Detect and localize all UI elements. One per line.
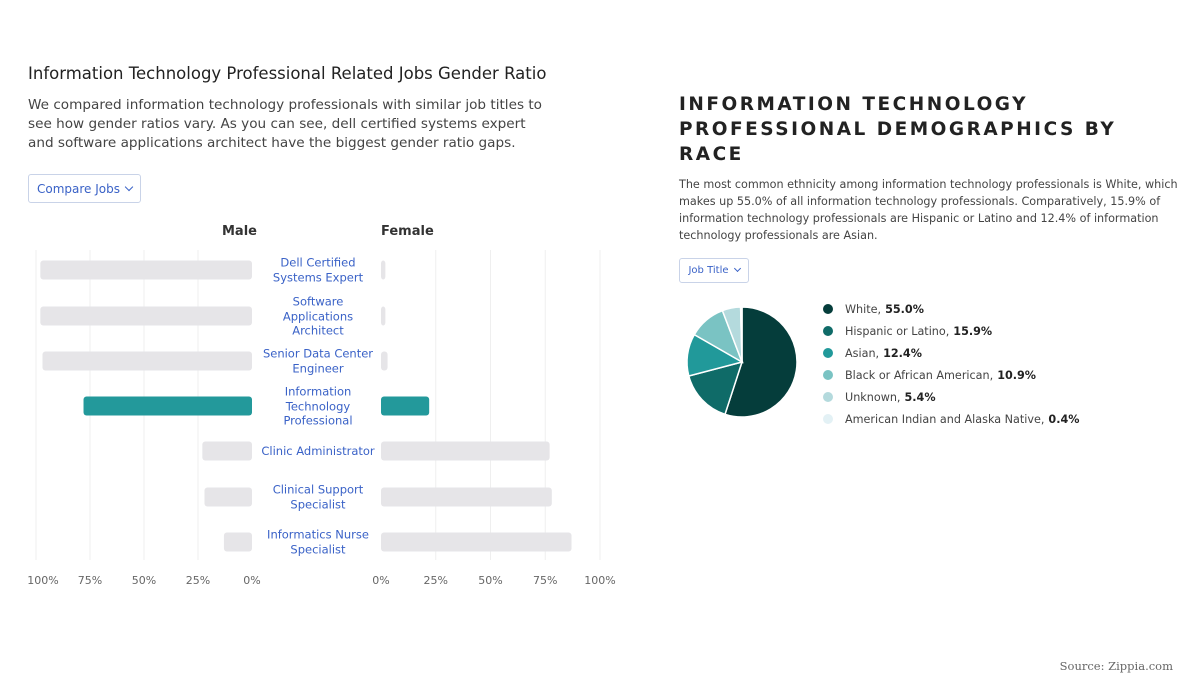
legend-value: 12.4% — [883, 346, 922, 360]
legend-item — [823, 408, 1079, 430]
legend-swatch — [823, 414, 833, 424]
male-bar — [84, 397, 252, 416]
female-tick-label: 0% — [372, 574, 390, 587]
compare-jobs-button[interactable] — [28, 174, 141, 203]
female-bar — [381, 352, 388, 371]
legend-label: Asian, — [845, 346, 880, 360]
legend-value: 15.9% — [953, 324, 993, 338]
gender-chart-title: Information Technology Professional Related Jobs Gender Ratio — [28, 64, 547, 83]
male-bar — [204, 488, 252, 507]
female-bar — [381, 261, 385, 280]
job-title-button[interactable] — [679, 258, 749, 283]
female-bar — [381, 488, 552, 507]
compare-jobs-label: Compare Jobs — [37, 181, 120, 196]
female-tick-label: 25% — [423, 574, 448, 587]
legend-label: Unknown, — [845, 390, 901, 404]
legend-value: 5.4% — [904, 390, 936, 404]
male-tick-label: 25% — [185, 574, 211, 587]
male-bar — [40, 307, 252, 326]
job-link[interactable]: Software Applications Architect — [256, 294, 380, 338]
female-column-header: Female — [381, 224, 434, 239]
legend-swatch — [823, 304, 833, 314]
job-link[interactable]: Information Technology Professional — [256, 384, 380, 428]
job-title-label: Job Title — [688, 265, 729, 276]
legend-item — [823, 342, 1079, 364]
legend-swatch — [823, 370, 833, 380]
male-column-header: Male — [222, 224, 257, 239]
legend-value: 55.0% — [885, 302, 924, 316]
legend-swatch — [823, 348, 833, 358]
legend-item — [823, 386, 1079, 408]
male-tick-label: 0% — [243, 574, 261, 587]
legend-label: White, — [845, 302, 882, 316]
legend-item — [823, 298, 1079, 320]
female-tick-label: 50% — [478, 574, 503, 587]
female-bar — [381, 442, 550, 461]
gender-chart-description: We compared information technology professionals with similar job titles to see how gender ratios vary. As you can see, dell certified systems expert and software applications architect have the biggest gender ratio gaps. — [28, 97, 542, 151]
legend-swatch — [823, 326, 833, 336]
legend-label: Hispanic or Latino, — [845, 324, 950, 338]
race-legend — [823, 298, 1079, 430]
legend-label: American Indian and Alaska Native, — [845, 412, 1045, 426]
race-chart-title: INFORMATION TECHNOLOGY PROFESSIONAL DEMOGRAPHICS BY RACE — [679, 94, 1117, 165]
job-link[interactable]: Senior Data Center Engineer — [256, 347, 380, 376]
legend-label: Black or African American, — [845, 368, 994, 382]
legend-item — [823, 320, 1079, 342]
male-bar — [40, 261, 252, 280]
male-tick-label: 100% — [27, 574, 59, 587]
female-bar — [381, 397, 429, 416]
legend-item — [823, 364, 1079, 386]
job-link[interactable]: Clinic Administrator — [256, 444, 380, 459]
source-credit: Source: Zippia.com — [1059, 659, 1173, 673]
female-bar — [381, 533, 572, 552]
job-link[interactable]: Dell Certified Systems Expert — [256, 256, 380, 285]
male-bar — [42, 352, 252, 371]
legend-value: 0.4% — [1048, 412, 1080, 426]
chevron-down-icon — [733, 265, 740, 272]
chevron-down-icon — [125, 182, 133, 190]
female-tick-label: 100% — [584, 574, 616, 587]
legend-swatch — [823, 392, 833, 402]
job-link[interactable]: Informatics Nurse Specialist — [256, 528, 380, 557]
legend-value: 10.9% — [997, 368, 1036, 382]
race-pie-chart — [680, 300, 804, 424]
female-tick-label: 75% — [533, 574, 558, 587]
male-tick-label: 50% — [131, 574, 157, 587]
race-chart-description: The most common ethnicity among information technology professionals is White, which makes up 55.0% of all information technology professionals. Comparatively, 15.9% of information technology professionals are Hispanic or Latino and 12.4% of information technology professionals are Asian. — [679, 178, 1178, 242]
male-tick-label: 75% — [77, 574, 103, 587]
male-bar — [202, 442, 252, 461]
female-bar — [381, 307, 385, 326]
male-bar — [224, 533, 252, 552]
job-link[interactable]: Clinical Support Specialist — [256, 483, 380, 512]
